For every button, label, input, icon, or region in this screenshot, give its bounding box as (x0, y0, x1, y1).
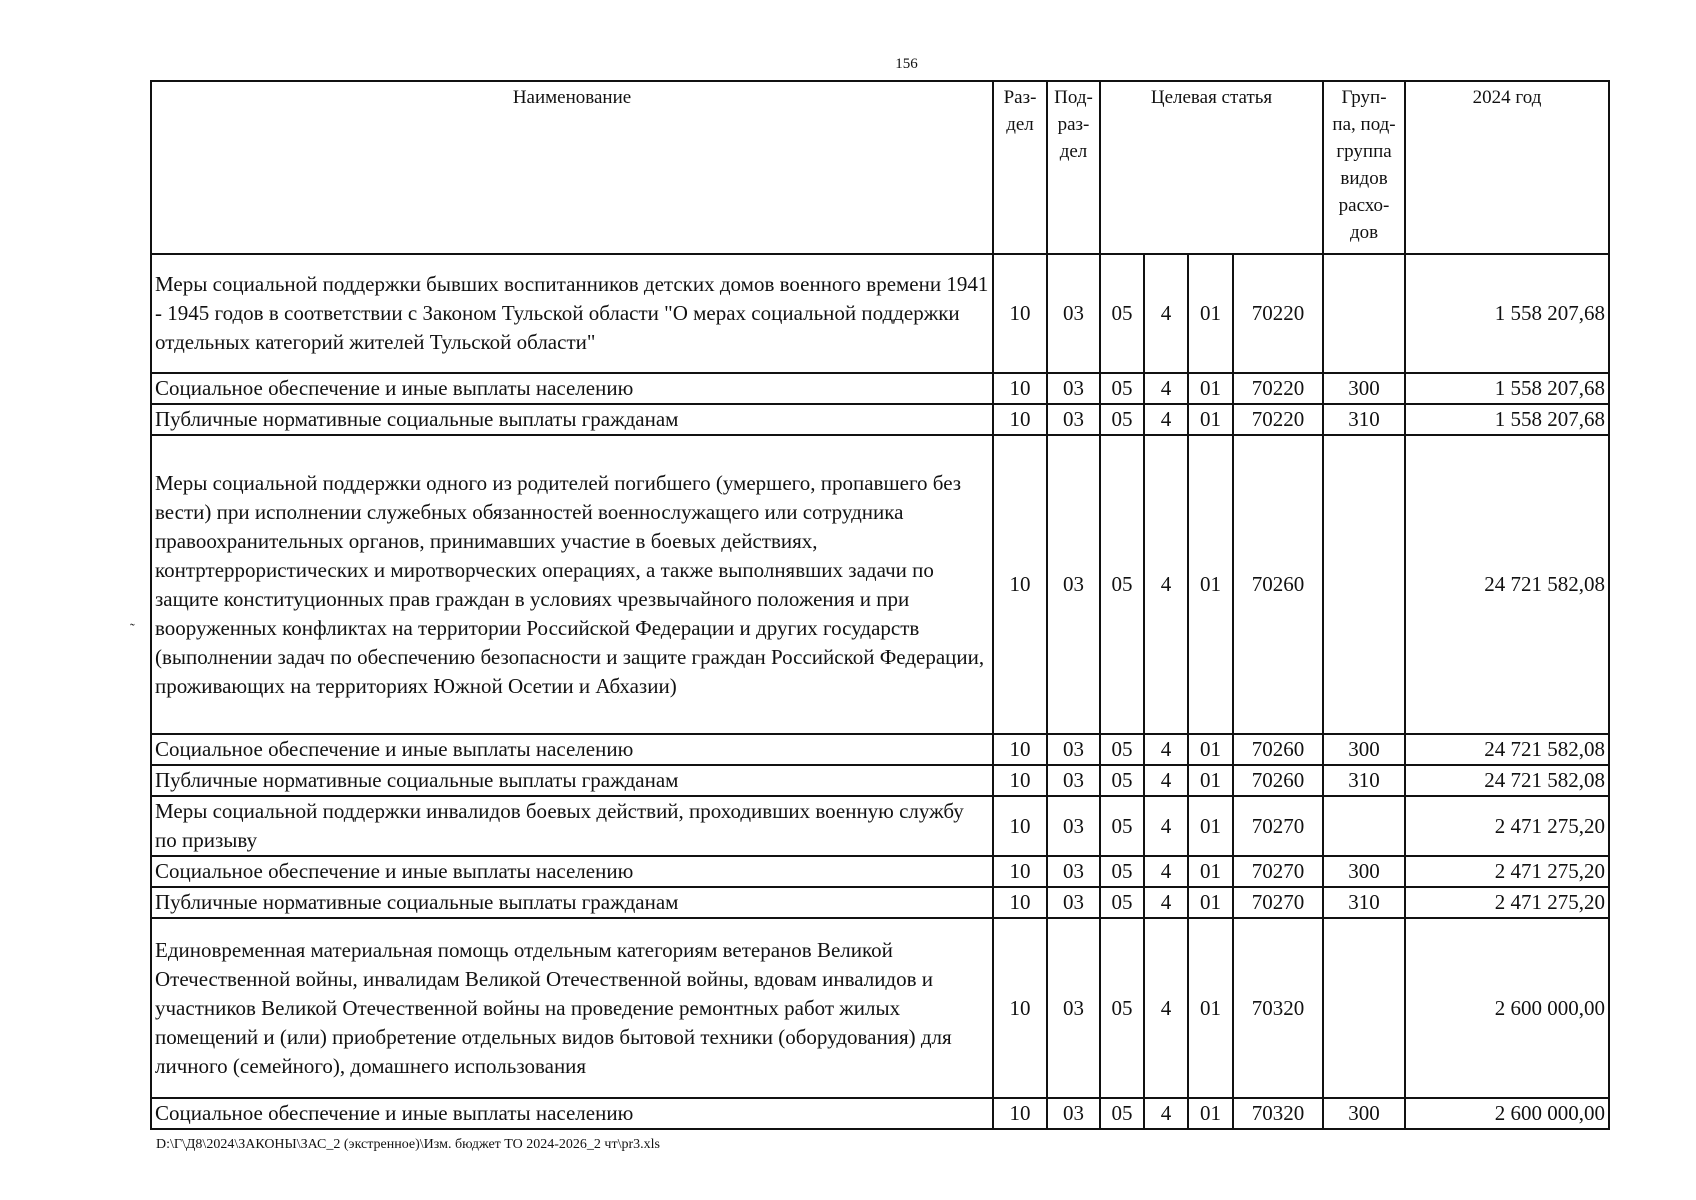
row-expense-group: 300 (1323, 1098, 1405, 1129)
row-podrazdel: 03 (1047, 887, 1100, 918)
row-amount-2024: 1 558 207,68 (1405, 404, 1609, 435)
budget-table (150, 80, 1610, 1130)
row-amount-2024: 24 721 582,08 (1405, 435, 1609, 734)
row-target-program: 05 (1100, 373, 1144, 404)
row-expense-group: 310 (1323, 404, 1405, 435)
page-number: 156 (895, 56, 918, 72)
header-year: 2024 год (1405, 81, 1609, 254)
row-podrazdel: 03 (1047, 373, 1100, 404)
row-target-type: 4 (1144, 765, 1188, 796)
row-target-subprogram: 01 (1188, 435, 1233, 734)
row-target-subprogram: 01 (1188, 765, 1233, 796)
row-razdel: 10 (993, 404, 1047, 435)
row-amount-2024: 2 471 275,20 (1405, 887, 1609, 918)
row-target-program: 05 (1100, 887, 1144, 918)
row-podrazdel: 03 (1047, 918, 1100, 1098)
row-target-subprogram: 01 (1188, 887, 1233, 918)
row-name: Публичные нормативные социальные выплаты гражданам (151, 404, 993, 435)
row-name: Публичные нормативные социальные выплаты гражданам (151, 887, 993, 918)
table-row (151, 765, 1609, 796)
row-target-program: 05 (1100, 1098, 1144, 1129)
row-target-type: 4 (1144, 254, 1188, 373)
row-amount-2024: 2 471 275,20 (1405, 796, 1609, 856)
row-target-subprogram: 01 (1188, 734, 1233, 765)
row-target-subprogram: 01 (1188, 796, 1233, 856)
row-expense-group (1323, 796, 1405, 856)
row-target-type: 4 (1144, 856, 1188, 887)
row-target-subprogram: 01 (1188, 856, 1233, 887)
row-target-direction: 70220 (1233, 404, 1323, 435)
row-podrazdel: 03 (1047, 1098, 1100, 1129)
row-expense-group (1323, 254, 1405, 373)
row-amount-2024: 1 558 207,68 (1405, 373, 1609, 404)
row-razdel: 10 (993, 734, 1047, 765)
table-row (151, 373, 1609, 404)
row-amount-2024: 2 471 275,20 (1405, 856, 1609, 887)
row-podrazdel: 03 (1047, 765, 1100, 796)
row-amount-2024: 24 721 582,08 (1405, 734, 1609, 765)
row-podrazdel: 03 (1047, 796, 1100, 856)
row-name: Социальное обеспечение и иные выплаты населению (151, 1098, 993, 1129)
table-header-row (151, 81, 1609, 254)
row-name: Социальное обеспечение и иные выплаты населению (151, 856, 993, 887)
header-name: Наименование (151, 81, 993, 254)
row-expense-group: 300 (1323, 373, 1405, 404)
row-target-subprogram: 01 (1188, 404, 1233, 435)
row-name: Меры социальной поддержки бывших воспитанников детских домов военного времени 1941 - 1945 годов в соответствии с Законом Тульской области "О мерах социальной поддержки отдельных категорий жителей Тульской области" (151, 254, 993, 373)
table-row (151, 856, 1609, 887)
table-row (151, 254, 1609, 373)
row-target-direction: 70260 (1233, 435, 1323, 734)
row-podrazdel: 03 (1047, 404, 1100, 435)
row-razdel: 10 (993, 856, 1047, 887)
row-name: Публичные нормативные социальные выплаты гражданам (151, 765, 993, 796)
margin-mark: ˜ (130, 622, 135, 637)
header-target-article: Целевая статья (1100, 81, 1323, 254)
row-target-type: 4 (1144, 918, 1188, 1098)
row-target-type: 4 (1144, 887, 1188, 918)
row-target-direction: 70220 (1233, 373, 1323, 404)
row-razdel: 10 (993, 254, 1047, 373)
row-expense-group (1323, 435, 1405, 734)
row-amount-2024: 2 600 000,00 (1405, 1098, 1609, 1129)
row-expense-group (1323, 918, 1405, 1098)
row-amount-2024: 2 600 000,00 (1405, 918, 1609, 1098)
table-row (151, 734, 1609, 765)
header-group: Груп- па, под- группа видов расхо- дов (1323, 81, 1405, 254)
row-amount-2024: 24 721 582,08 (1405, 765, 1609, 796)
table-row (151, 918, 1609, 1098)
row-target-subprogram: 01 (1188, 254, 1233, 373)
footer-file-path: D:\Г\Д8\2024\ЗАКОНЫ\ЗАС_2 (экстренное)\Изм. бюджет ТО 2024-2026_2 чт\pr3.xls (156, 1137, 660, 1152)
table-row (151, 404, 1609, 435)
table-row (151, 796, 1609, 856)
row-target-subprogram: 01 (1188, 918, 1233, 1098)
row-target-type: 4 (1144, 734, 1188, 765)
row-target-program: 05 (1100, 765, 1144, 796)
row-target-direction: 70320 (1233, 1098, 1323, 1129)
row-name: Социальное обеспечение и иные выплаты населению (151, 734, 993, 765)
row-target-direction: 70320 (1233, 918, 1323, 1098)
row-razdel: 10 (993, 887, 1047, 918)
row-target-type: 4 (1144, 404, 1188, 435)
row-target-direction: 70220 (1233, 254, 1323, 373)
row-target-program: 05 (1100, 856, 1144, 887)
row-expense-group: 310 (1323, 887, 1405, 918)
row-expense-group: 300 (1323, 734, 1405, 765)
row-podrazdel: 03 (1047, 734, 1100, 765)
table-row (151, 1098, 1609, 1129)
row-target-program: 05 (1100, 918, 1144, 1098)
row-razdel: 10 (993, 918, 1047, 1098)
row-target-direction: 70270 (1233, 856, 1323, 887)
header-podrazdel: Под- раз- дел (1047, 81, 1100, 254)
row-target-type: 4 (1144, 796, 1188, 856)
row-target-program: 05 (1100, 404, 1144, 435)
header-razdel: Раз- дел (993, 81, 1047, 254)
row-podrazdel: 03 (1047, 254, 1100, 373)
row-razdel: 10 (993, 435, 1047, 734)
row-podrazdel: 03 (1047, 856, 1100, 887)
row-expense-group: 300 (1323, 856, 1405, 887)
row-target-subprogram: 01 (1188, 1098, 1233, 1129)
row-target-type: 4 (1144, 435, 1188, 734)
row-razdel: 10 (993, 373, 1047, 404)
table-row (151, 435, 1609, 734)
row-target-direction: 70270 (1233, 796, 1323, 856)
row-name: Меры социальной поддержки одного из родителей погибшего (умершего, пропавшего без вести) при исполнении служебных обязанностей военнослужащего или сотрудника правоохранительных органов, принимавших участие в боевых действиях, контртеррористических и миротворческих операциях, а также выполнявших задачи по защите конституционных прав граждан в условиях чрезвычайного положения и при вооруженных конфликтах на территории Российской Федерации и других государств (выполнении задач по обеспечению безопасности и защите граждан Российской Федерации, проживающих на территориях Южной Осетии и Абхазии) (151, 435, 993, 734)
row-expense-group: 310 (1323, 765, 1405, 796)
row-podrazdel: 03 (1047, 435, 1100, 734)
row-name: Социальное обеспечение и иные выплаты населению (151, 373, 993, 404)
row-target-type: 4 (1144, 373, 1188, 404)
row-target-program: 05 (1100, 254, 1144, 373)
row-target-program: 05 (1100, 435, 1144, 734)
row-name: Единовременная материальная помощь отдельным категориям ветеранов Великой Отечественной войны, инвалидам Великой Отечественной войны, вдовам инвалидов и участников Великой Отечественной войны на проведение ремонтных работ жилых помещений и (или) приобретение отдельных видов бытовой техники (оборудования) для личного (семейного), домашнего использования (151, 918, 993, 1098)
row-target-subprogram: 01 (1188, 373, 1233, 404)
table-row (151, 887, 1609, 918)
row-amount-2024: 1 558 207,68 (1405, 254, 1609, 373)
row-target-type: 4 (1144, 1098, 1188, 1129)
row-razdel: 10 (993, 765, 1047, 796)
row-target-direction: 70270 (1233, 887, 1323, 918)
row-razdel: 10 (993, 796, 1047, 856)
row-target-direction: 70260 (1233, 734, 1323, 765)
row-target-direction: 70260 (1233, 765, 1323, 796)
row-target-program: 05 (1100, 734, 1144, 765)
row-razdel: 10 (993, 1098, 1047, 1129)
row-name: Меры социальной поддержки инвалидов боевых действий, проходивших военную службу по призыву (151, 796, 993, 856)
row-target-program: 05 (1100, 796, 1144, 856)
